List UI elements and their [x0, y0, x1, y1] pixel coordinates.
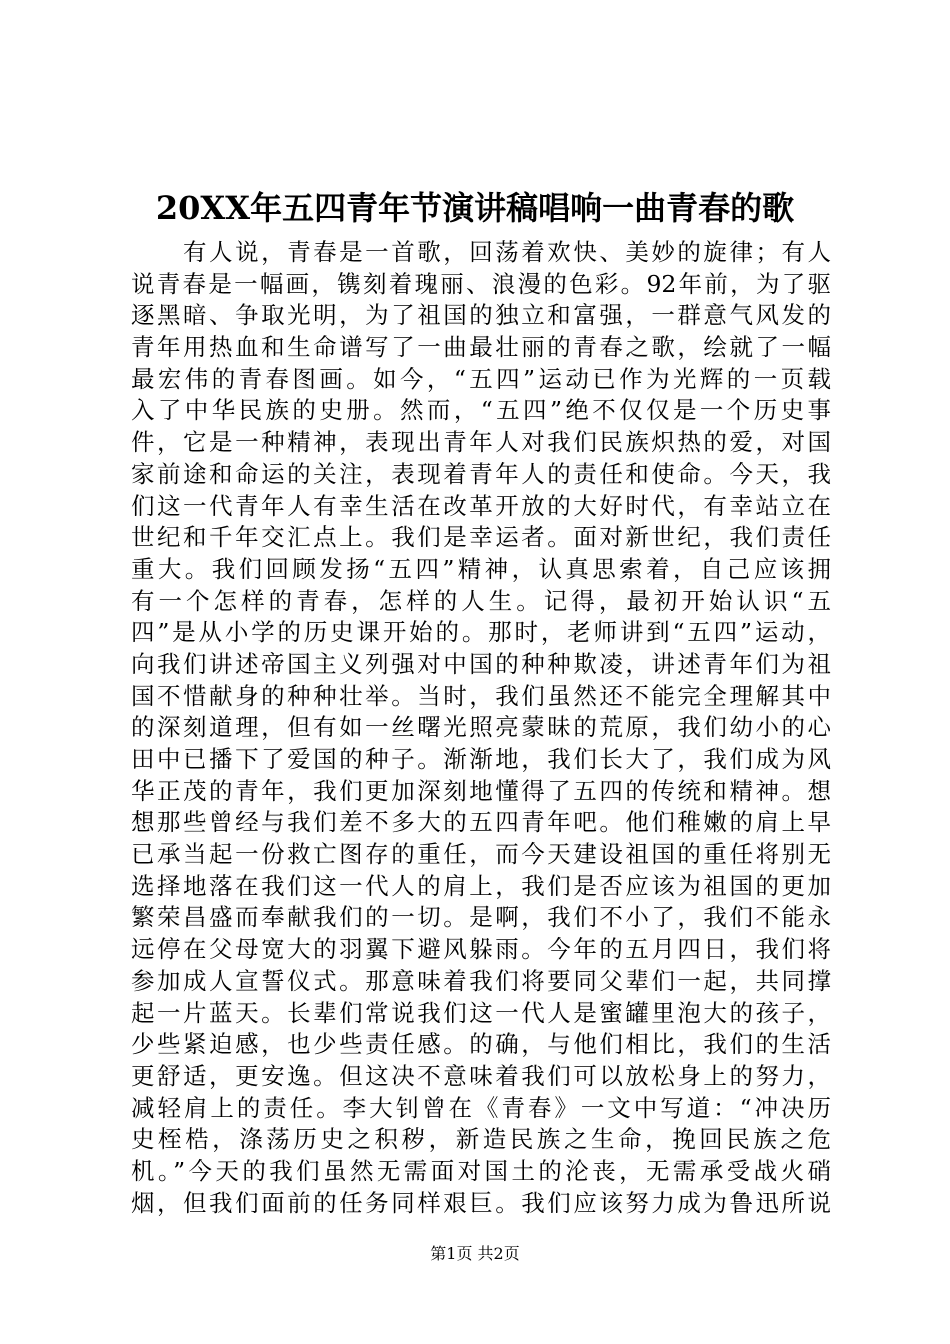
body-line: 更舒适，更安逸。但这决不意味着我们可以放松身上的努力，: [131, 1061, 831, 1090]
body-line: 世纪和千年交汇点上。我们是幸运者。面对新世纪，我们责任: [131, 523, 831, 552]
body-line: 少些紧迫感，也少些责任感。的确，与他们相比，我们的生活: [131, 1030, 831, 1059]
body-line: 华正茂的青年，我们更加深刻地懂得了五四的传统和精神。想: [131, 776, 831, 805]
body-line: 烟，但我们面前的任务同样艰巨。我们应该努力成为鲁迅所说: [131, 1188, 831, 1217]
body-line: 四”是从小学的历史课开始的。那时，老师讲到“五四”运动，: [131, 618, 831, 647]
body-line: 说青春是一幅画，镌刻着瑰丽、浪漫的色彩。92年前，为了驱: [131, 269, 831, 298]
page-number-footer: 第1页 共2页: [430, 1244, 520, 1263]
body-line: 史桎梏，涤荡历史之积秽，新造民族之生命，挽回民族之危: [131, 1125, 831, 1154]
body-line: 已承当起一份救亡图存的重任，而今天建设祖国的重任将别无: [131, 840, 831, 869]
body-line: 起一片蓝天。长辈们常说我们这一代人是蜜罐里泡大的孩子，: [131, 998, 831, 1027]
body-line: 向我们讲述帝国主义列强对中国的种种欺凌，讲述青年们为祖: [131, 649, 831, 678]
body-line: 家前途和命运的关注，表现着青年人的责任和使命。今天，我: [131, 459, 831, 488]
body-line: 有一个怎样的青春，怎样的人生。记得，最初开始认识“五: [131, 586, 831, 615]
body-line: 有人说，青春是一首歌，回荡着欢快、美妙的旋律；有人: [131, 238, 831, 266]
body-line: 繁荣昌盛而奉献我们的一切。是啊，我们不小了，我们不能永: [131, 903, 831, 932]
body-line: 最宏伟的青春图画。如今，“五四”运动已作为光辉的一页载: [131, 364, 831, 393]
body-line: 国不惜献身的种种壮举。当时，我们虽然还不能完全理解其中: [131, 681, 831, 710]
body-line: 减轻肩上的责任。李大钊曾在《青春》一文中写道：“冲决历: [131, 1093, 831, 1122]
body-line: 件，它是一种精神，表现出青年人对我们民族炽热的爱，对国: [131, 428, 831, 457]
body-line: 远停在父母宽大的羽翼下避风躲雨。今年的五月四日，我们将: [131, 935, 831, 964]
body-line: 机。”今天的我们虽然无需面对国土的沦丧，无需承受战火硝: [131, 1156, 831, 1185]
body-line: 逐黑暗、争取光明，为了祖国的独立和富强，一群意气风发的: [131, 301, 831, 330]
body-line: 青年用热血和生命谱写了一曲最壮丽的青春之歌，绘就了一幅: [131, 333, 831, 362]
body-line: 重大。我们回顾发扬“五四”精神，认真思索着，自己应该拥: [131, 554, 831, 583]
document-body: [131, 237, 831, 1219]
document-title: 20XX年五四青年节演讲稿唱响一曲青春的歌: [155, 189, 795, 227]
body-line: 入了中华民族的史册。然而，“五四”绝不仅仅是一个历史事: [131, 396, 831, 425]
body-line: 的深刻道理，但有如一丝曙光照亮蒙昧的荒原，我们幼小的心: [131, 713, 831, 742]
body-line: 田中已播下了爱国的种子。渐渐地，我们长大了，我们成为风: [131, 745, 831, 773]
body-line: 参加成人宣誓仪式。那意味着我们将要同父辈们一起，共同撑: [131, 966, 831, 995]
body-line: 们这一代青年人有幸生活在改革开放的大好时代，有幸站立在: [131, 491, 831, 520]
body-line: 想那些曾经与我们差不多大的五四青年吧。他们稚嫩的肩上早: [131, 808, 831, 837]
body-line: 选择地落在我们这一代人的肩上，我们是否应该为祖国的更加: [131, 871, 831, 900]
